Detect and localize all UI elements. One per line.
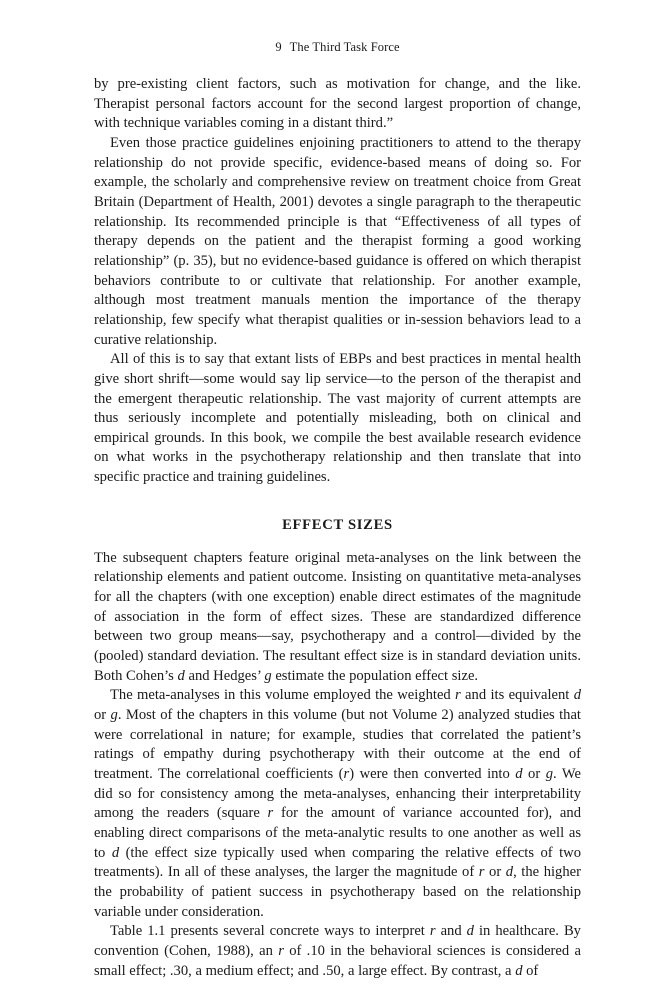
text-run: (the effect size typically used when comparing the relative effects of two treatments). In all of these analyses, the larger the magnitude of	[94, 844, 582, 881]
text-run: for the amount of variance accounted for), and enabling direct comparisons of the meta-analytic results to one another as well as to	[94, 805, 581, 861]
paragraph-ebp-lists: All of this is to say that extant lists of EBPs and best practices in mental health give short shrift—some would say lip service—to the person of the therapist and the emergent therapeutic relationship. The vast majority of current attempts are thus seriously incomplete and potentially misleading, both on clinical and empirical grounds. In this book, we compile the best available research evidence on what works in the psychotherapy relationship and then translate that into specific practice and training guidelines.	[94, 351, 581, 486]
text-run: in healthcare. By convention (Cohen, 1988), an	[94, 923, 581, 959]
symbol-r: r	[429, 923, 436, 940]
text-run: and	[435, 923, 467, 940]
paragraph-weighted-r	[94, 686, 581, 922]
text-run: Table 1.1 presents several concrete ways to interpret	[110, 923, 430, 940]
text-run: ) were then converted into	[349, 766, 516, 782]
running-header	[94, 38, 581, 56]
page-number: 9	[275, 40, 282, 54]
symbol-d: d	[515, 962, 523, 979]
symbol-g: g	[545, 766, 553, 782]
symbol-d: d	[515, 766, 523, 782]
text-run: The meta-analyses in this volume employed the weighted	[110, 687, 456, 704]
symbol-g: g	[110, 707, 118, 724]
symbol-r: r	[343, 766, 350, 782]
text-run: and its equivalent	[460, 687, 574, 704]
running-title: The Third Task Force	[289, 40, 400, 54]
symbol-r: r	[267, 805, 274, 822]
paragraph-meta-analyses-intro	[94, 549, 581, 687]
text-run: The subsequent chapters feature original meta-analyses on the link between the relationship elements and patient outcome. Insisting on quantitative meta-analyses for all the chapters (with one exception) enable direct estimates of the magnitude of association in the form of effect sizes. These are standardized difference between two group means—say, psychotherapy and a control—divided by the (pooled) standard deviation. The resultant effect size is in standard deviation units. Both Cohen’s	[94, 549, 581, 684]
symbol-d: d	[111, 844, 120, 861]
text-run: , the higher the probability of patient success in psychotherapy based on the relationship variable under consideration.	[94, 864, 581, 920]
section-heading-effect-sizes: EFFECT SIZES	[282, 516, 393, 533]
symbol-d: d	[466, 923, 474, 940]
text-run: of	[522, 962, 539, 979]
symbol-g: g	[264, 667, 272, 684]
symbol-d: d	[177, 667, 185, 684]
symbol-d: d	[505, 864, 514, 881]
text-run: or	[484, 864, 506, 881]
paragraph-continuation: by pre-existing client factors, such as motivation for change, and the like. Therapist personal factors account for the second largest proportion of change, with technique variables coming in a distant third.”	[94, 76, 581, 132]
symbol-r: r	[455, 687, 461, 704]
symbol-r: r	[478, 864, 485, 881]
text-run: or	[94, 707, 111, 724]
text-run: of .10 in the behavioral sciences is considered a small effect; .30, a medium effect; and .50, a large effect. By contrast, a	[94, 942, 581, 979]
text-run: or	[522, 766, 546, 782]
book-page	[94, 38, 581, 981]
paragraph-table-1-1	[94, 922, 581, 981]
text-run: . We did so for consistency among the meta-analyses, enhancing their interpretability among the readers (square	[94, 766, 581, 822]
symbol-r: r	[278, 942, 284, 959]
paragraph-practice-guidelines: Even those practice guidelines enjoining practitioners to attend to the therapy relationship do not provide specific, evidence-based means of doing so. For example, the scholarly and comprehensive review on treatment choice from Great Britain (Department of Health, 2001) devotes a single paragraph to the therapeutic relationship. Its recommended principle is that “Effectiveness of all types of therapy depends on the patient and the therapist forming a good working relationship” (p. 35), but no evidence-based guidance is offered on which therapist behaviors contribute to or cultivate that relationship. For another example, although most treatment manuals mention the importance of the therapy relationship, few specify what therapist qualities or in-session behaviors lead to a curative relationship.	[94, 134, 581, 348]
symbol-d: d	[573, 687, 581, 704]
text-run: and Hedges’	[184, 667, 265, 684]
text-run: estimate the population effect size.	[271, 667, 479, 684]
text-run: . Most of the chapters in this volume (but not Volume 2) analyzed studies that were correlational in nature; for example, studies that correlated the patient’s ratings of empathy during psychotherapy with their outcome at the end of treatment. The correlational coefficients (	[94, 707, 581, 782]
